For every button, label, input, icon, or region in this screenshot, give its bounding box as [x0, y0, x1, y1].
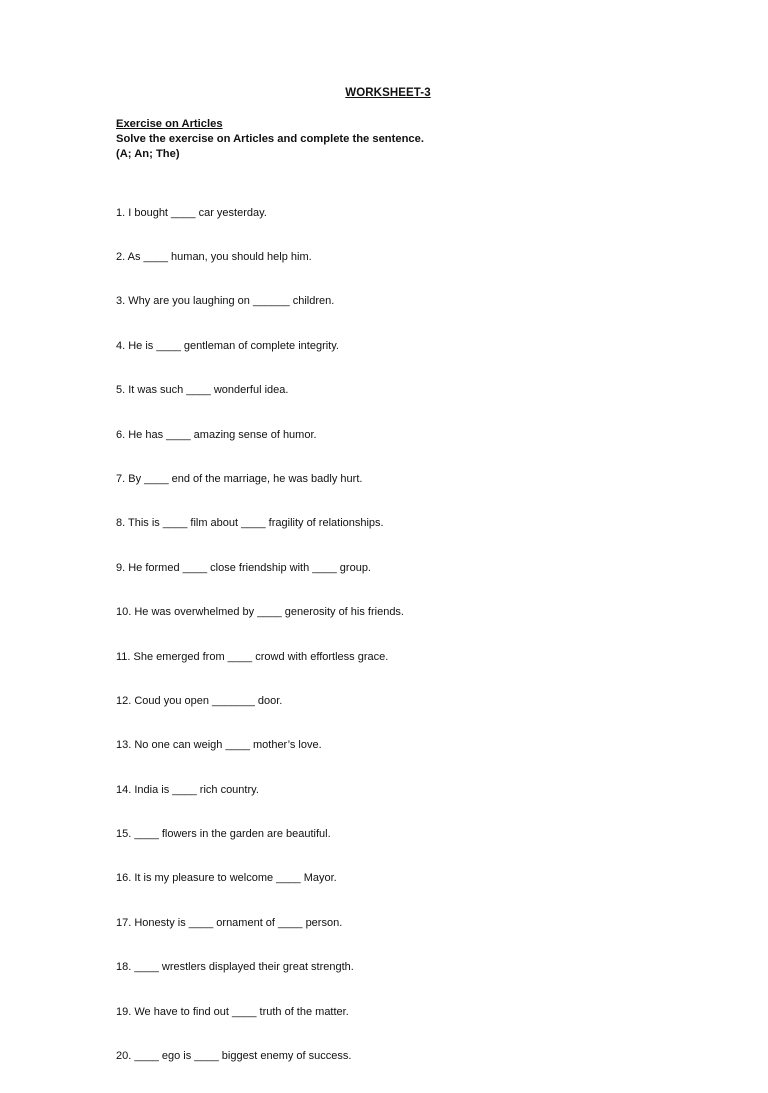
question-item: 10. He was overwhelmed by ____ generosity of his friends. [116, 606, 404, 619]
question-item: 17. Honesty is ____ ornament of ____ person. [116, 916, 343, 929]
question-item: 4. He is ____ gentleman of complete integrity. [116, 339, 339, 352]
question-item: 19. We have to find out ____ truth of the matter. [116, 1005, 349, 1018]
question-item: 11. She emerged from ____ crowd with effortless grace. [116, 650, 389, 663]
question-item: 14. India is ____ rich country. [116, 783, 259, 796]
question-item: 3. Why are you laughing on ______ children. [116, 295, 335, 308]
question-item: 2. As ____ human, you should help him. [116, 250, 312, 263]
question-item: 6. He has ____ amazing sense of humor. [116, 428, 317, 441]
question-item: 5. It was such ____ wonderful idea. [116, 384, 289, 397]
question-item: 1. I bought ____ car yesterday. [116, 206, 267, 219]
question-item: 12. Coud you open _______ door. [116, 694, 283, 707]
question-item: 20. ____ ego is ____ biggest enemy of success. [116, 1050, 352, 1063]
worksheet-title: WORKSHEET-3 [345, 87, 431, 99]
question-item: 7. By ____ end of the marriage, he was badly hurt. [116, 472, 363, 485]
question-item: 15. ____ flowers in the garden are beautiful. [116, 828, 331, 841]
exercise-subtitle: Exercise on Articles [116, 118, 223, 130]
worksheet-header [116, 117, 424, 162]
exercise-instruction: Solve the exercise on Articles and complete the sentence. [116, 133, 424, 145]
question-item: 8. This is ____ film about ____ fragility of relationships. [116, 517, 384, 530]
question-item: 9. He formed ____ close friendship with ____ group. [116, 561, 371, 574]
question-list [116, 176, 404, 1093]
question-item: 13. No one can weigh ____ mother’s love. [116, 739, 322, 752]
question-item: 18. ____ wrestlers displayed their great strength. [116, 961, 354, 974]
question-item: 16. It is my pleasure to welcome ____ Mayor. [116, 872, 337, 885]
article-options: (A; An; The) [116, 148, 180, 160]
